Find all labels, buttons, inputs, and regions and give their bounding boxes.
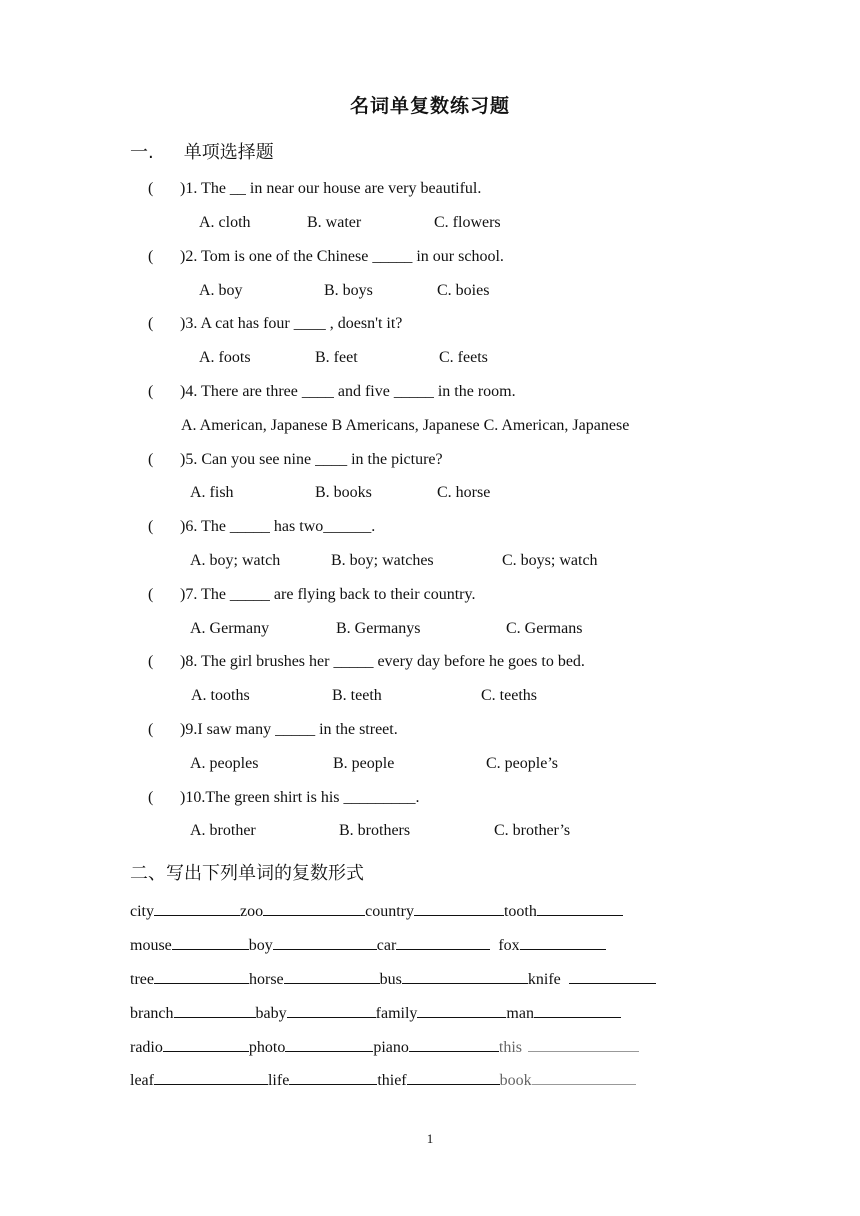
word-row [130, 1003, 621, 1023]
word: piano [373, 1039, 409, 1056]
word: radio [130, 1039, 163, 1056]
answer-blank[interactable] [163, 1037, 249, 1052]
question-7 [148, 586, 475, 604]
section-1-heading [130, 138, 274, 164]
option: C. horse [437, 484, 491, 501]
option: A. foots [199, 349, 251, 366]
option: B. water [307, 214, 362, 231]
answer-blank[interactable] [154, 901, 240, 916]
answer-blank[interactable] [396, 935, 490, 950]
word-row [130, 1070, 636, 1090]
option: A. boy [199, 282, 243, 299]
option: A. tooths [191, 687, 250, 704]
option: A. peoples [190, 755, 259, 772]
option: B. teeth [332, 687, 382, 704]
word: city [130, 903, 154, 920]
word: horse [248, 971, 284, 988]
answer-blank[interactable] [528, 1037, 639, 1052]
answer-blank[interactable] [520, 935, 606, 950]
answer-blank[interactable] [154, 1070, 268, 1085]
question-text: )10.The green shirt is his _________. [180, 789, 420, 806]
answer-paren: ( [148, 248, 154, 265]
word: knife [527, 971, 561, 988]
option: A. cloth [199, 214, 251, 231]
answer-paren: ( [148, 451, 154, 468]
word: car [376, 937, 397, 954]
section-2-heading: 二、写出下列单词的复数形式 [130, 863, 364, 884]
section-1-title: 单项选择题 [183, 142, 274, 163]
answer-blank[interactable] [417, 1003, 506, 1018]
option: A. fish [190, 484, 234, 501]
answer-blank[interactable] [407, 1070, 500, 1085]
option: C. boys; watch [502, 552, 598, 569]
question-text: )6. The _____ has two______. [180, 518, 376, 535]
word: this [498, 1039, 522, 1056]
answer-paren: ( [148, 586, 154, 603]
answer-blank[interactable] [154, 969, 249, 984]
answer-blank[interactable] [414, 901, 504, 916]
option: C. feets [439, 349, 488, 366]
word: fox [498, 937, 520, 954]
option: A. boy; watch [190, 552, 281, 569]
option: B. feet [315, 349, 358, 366]
word: tooth [503, 903, 537, 920]
word-row [130, 1037, 639, 1057]
word: mouse [130, 937, 172, 954]
answer-paren: ( [148, 789, 154, 806]
answer-blank[interactable] [284, 969, 380, 984]
word: tree [130, 971, 154, 988]
option: A. Germany [190, 620, 270, 637]
question-1 [148, 180, 481, 198]
answer-blank[interactable] [172, 935, 249, 950]
answer-paren: ( [148, 653, 154, 670]
question-text: )3. A cat has four ____ , doesn't it? [180, 315, 403, 332]
option: B. people [333, 755, 395, 772]
option: C. people’s [486, 755, 558, 772]
word: zoo [240, 903, 264, 920]
word: leaf [130, 1072, 154, 1089]
question-8 [148, 653, 585, 671]
word-row [130, 969, 656, 989]
page-title: 名词单复数练习题 [349, 95, 510, 117]
question-3 [148, 315, 402, 333]
answer-paren: ( [148, 315, 154, 332]
answer-paren: ( [148, 518, 154, 535]
question-text: )4. There are three ____ and five _____ in the room. [180, 383, 516, 400]
question-2 [148, 248, 504, 266]
answer-blank[interactable] [289, 1070, 377, 1085]
answer-blank[interactable] [263, 901, 365, 916]
question-text: )5. Can you see nine ____ in the picture? [180, 451, 443, 468]
section-1-number: 一. [130, 142, 154, 163]
answer-blank[interactable] [287, 1003, 376, 1018]
question-9 [148, 721, 398, 739]
word-row [130, 901, 623, 921]
option: C. Germans [506, 620, 583, 637]
option: B. boy; watches [331, 552, 434, 569]
answer-paren: ( [148, 180, 154, 197]
page-number: 1 [426, 1131, 434, 1146]
option: B. brothers [339, 822, 411, 839]
option: A. brother [190, 822, 256, 839]
word: life [267, 1072, 290, 1089]
word: book [499, 1072, 532, 1089]
word: branch [130, 1005, 174, 1022]
question-6 [148, 518, 375, 536]
answer-blank[interactable] [569, 969, 656, 984]
answer-blank[interactable] [537, 901, 623, 916]
question-4 [148, 383, 516, 401]
word: thief [377, 1072, 407, 1089]
word: man [506, 1005, 534, 1022]
answer-blank[interactable] [174, 1003, 256, 1018]
question-10 [148, 789, 420, 807]
question-5 [148, 451, 443, 469]
question-text: )1. The __ in near our house are very beautiful. [180, 180, 482, 197]
option: C. flowers [434, 214, 501, 231]
question-text: )9.I saw many _____ in the street. [180, 721, 398, 738]
option: B. Germanys [336, 620, 421, 637]
word: photo [248, 1039, 286, 1056]
option: A. American, Japanese B Americans, Japanese C. American, Japanese [181, 417, 630, 434]
word: family [375, 1005, 418, 1022]
word: baby [255, 1005, 287, 1022]
answer-paren: ( [148, 383, 154, 400]
question-text: )2. Tom is one of the Chinese _____ in our school. [180, 248, 504, 265]
option: C. teeths [481, 687, 537, 704]
option: B. books [315, 484, 372, 501]
option: C. boies [437, 282, 490, 299]
option: B. boys [324, 282, 373, 299]
answer-blank[interactable] [273, 935, 377, 950]
answer-blank[interactable] [409, 1037, 499, 1052]
option: C. brother’s [494, 822, 571, 839]
answer-blank[interactable] [402, 969, 528, 984]
word-row [130, 935, 606, 955]
question-text: )8. The girl brushes her _____ every day before he goes to bed. [180, 653, 585, 670]
question-text: )7. The _____ are flying back to their country. [180, 586, 476, 603]
word: bus [379, 971, 402, 988]
answer-blank[interactable] [285, 1037, 373, 1052]
word: boy [248, 937, 273, 954]
answer-paren: ( [148, 721, 154, 738]
word: country [365, 903, 414, 920]
answer-blank[interactable] [534, 1003, 621, 1018]
answer-blank[interactable] [532, 1070, 636, 1085]
